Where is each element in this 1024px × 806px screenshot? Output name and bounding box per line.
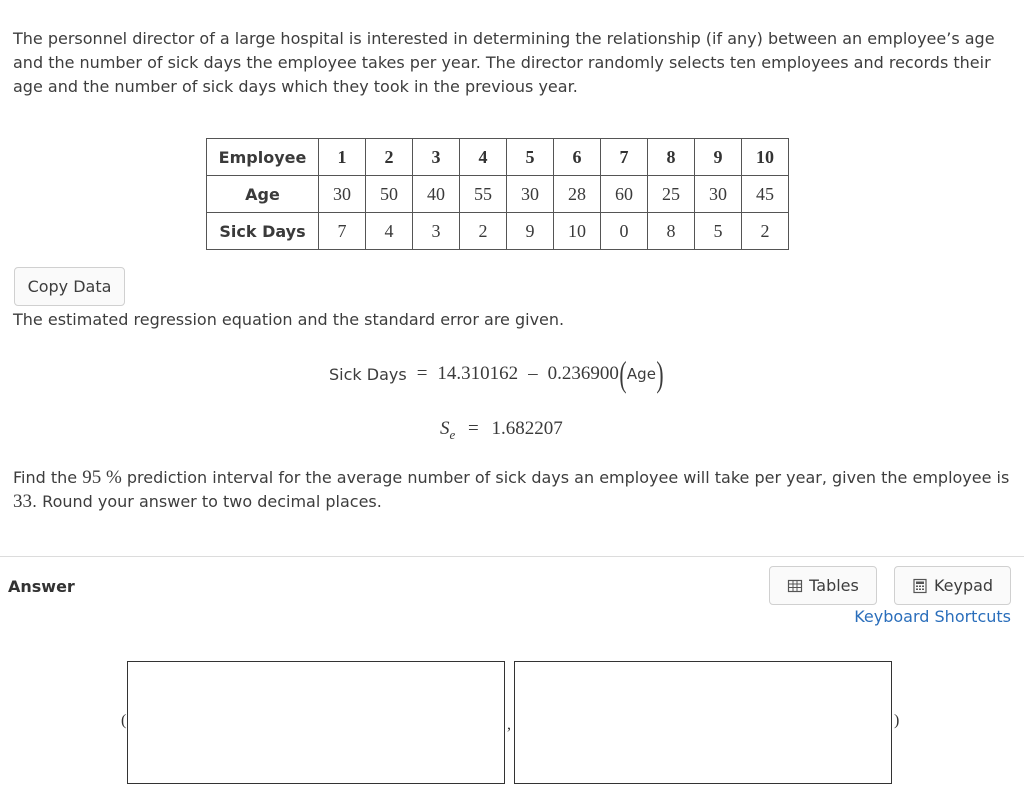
sick-days-cell: 4 <box>366 213 413 250</box>
equation-minus: – <box>528 363 538 384</box>
age-cell: 50 <box>366 176 413 213</box>
employee-cell: 3 <box>413 139 460 176</box>
section-divider <box>0 556 1024 557</box>
close-paren: ) <box>656 354 664 394</box>
age-cell: 28 <box>554 176 601 213</box>
open-paren: ( <box>619 354 627 394</box>
sick-days-cell: 2 <box>460 213 507 250</box>
interval-separator: , <box>507 716 511 733</box>
sick-days-cell: 3 <box>413 213 460 250</box>
age-cell: 30 <box>319 176 366 213</box>
se-equals: = <box>468 418 479 439</box>
keyboard-shortcuts-link[interactable]: Keyboard Shortcuts <box>854 607 1011 626</box>
lower-bound-input[interactable] <box>127 661 505 784</box>
se-value: 1.682207 <box>491 418 563 439</box>
employee-cell: 8 <box>648 139 695 176</box>
employee-cell: 9 <box>695 139 742 176</box>
sick-days-cell: 5 <box>695 213 742 250</box>
employee-cell: 1 <box>319 139 366 176</box>
age-row <box>207 176 789 213</box>
employee-cell: 7 <box>601 139 648 176</box>
se-subscript: e <box>449 426 456 442</box>
confidence-level: 95 % <box>82 467 122 488</box>
row-header-age: Age <box>207 176 319 213</box>
row-header-employee: Employee <box>207 139 319 176</box>
problem-intro: The personnel director of a large hospital is interested in determining the relationship (if any) between an employee’s age and the number of sick days the employee takes per year. The director randomly selects ten employees and records their age and the number of sick days which they took in the previous year. <box>13 29 995 96</box>
se-symbol: S <box>440 418 450 439</box>
interval-close-paren: ) <box>894 712 900 729</box>
answer-label: Answer <box>8 577 75 596</box>
sick-days-cell: 10 <box>554 213 601 250</box>
age-cell: 30 <box>695 176 742 213</box>
regression-equation <box>329 354 664 394</box>
calculator-icon <box>912 578 928 594</box>
sick-days-cell: 0 <box>601 213 648 250</box>
age-cell: 45 <box>742 176 789 213</box>
sick-days-cell: 9 <box>507 213 554 250</box>
standard-error-equation <box>440 418 563 443</box>
question-text <box>13 466 1013 514</box>
employee-cell: 2 <box>366 139 413 176</box>
equation-lhs: Sick Days <box>329 364 407 384</box>
equation-equals: = <box>416 363 428 384</box>
age-cell: 60 <box>601 176 648 213</box>
question-part2: prediction interval for the average number of sick days an employee will take per year, given the employee is <box>121 468 1010 487</box>
given-text: The estimated regression equation and the standard error are given. <box>13 310 565 329</box>
age-value: 33 <box>13 491 32 512</box>
employee-cell: 10 <box>742 139 789 176</box>
question-part3: . Round your answer to two decimal places. <box>32 492 382 511</box>
employee-row <box>207 139 789 176</box>
age-cell: 25 <box>648 176 695 213</box>
age-cell: 55 <box>460 176 507 213</box>
table-icon <box>787 578 803 594</box>
sick-days-row <box>207 213 789 250</box>
keypad-button[interactable] <box>894 566 1011 605</box>
employee-cell: 6 <box>554 139 601 176</box>
sick-days-cell: 8 <box>648 213 695 250</box>
equation-slope: 0.236900 <box>547 363 619 384</box>
equation-intercept: 14.310162 <box>437 363 519 384</box>
equation-variable: Age <box>626 365 656 383</box>
upper-bound-input[interactable] <box>514 661 892 784</box>
question-part1: Find the <box>13 468 83 487</box>
sick-days-cell: 2 <box>742 213 789 250</box>
age-cell: 30 <box>507 176 554 213</box>
employee-cell: 4 <box>460 139 507 176</box>
interval-open-paren: ( <box>121 712 127 729</box>
tables-label: Tables <box>809 576 859 595</box>
data-table <box>206 138 789 250</box>
employee-cell: 5 <box>507 139 554 176</box>
sick-days-cell: 7 <box>319 213 366 250</box>
copy-data-button[interactable]: Copy Data <box>14 267 125 306</box>
keypad-label: Keypad <box>933 576 994 595</box>
age-cell: 40 <box>413 176 460 213</box>
tables-button[interactable] <box>769 566 877 605</box>
row-header-sick-days: Sick Days <box>207 213 319 250</box>
